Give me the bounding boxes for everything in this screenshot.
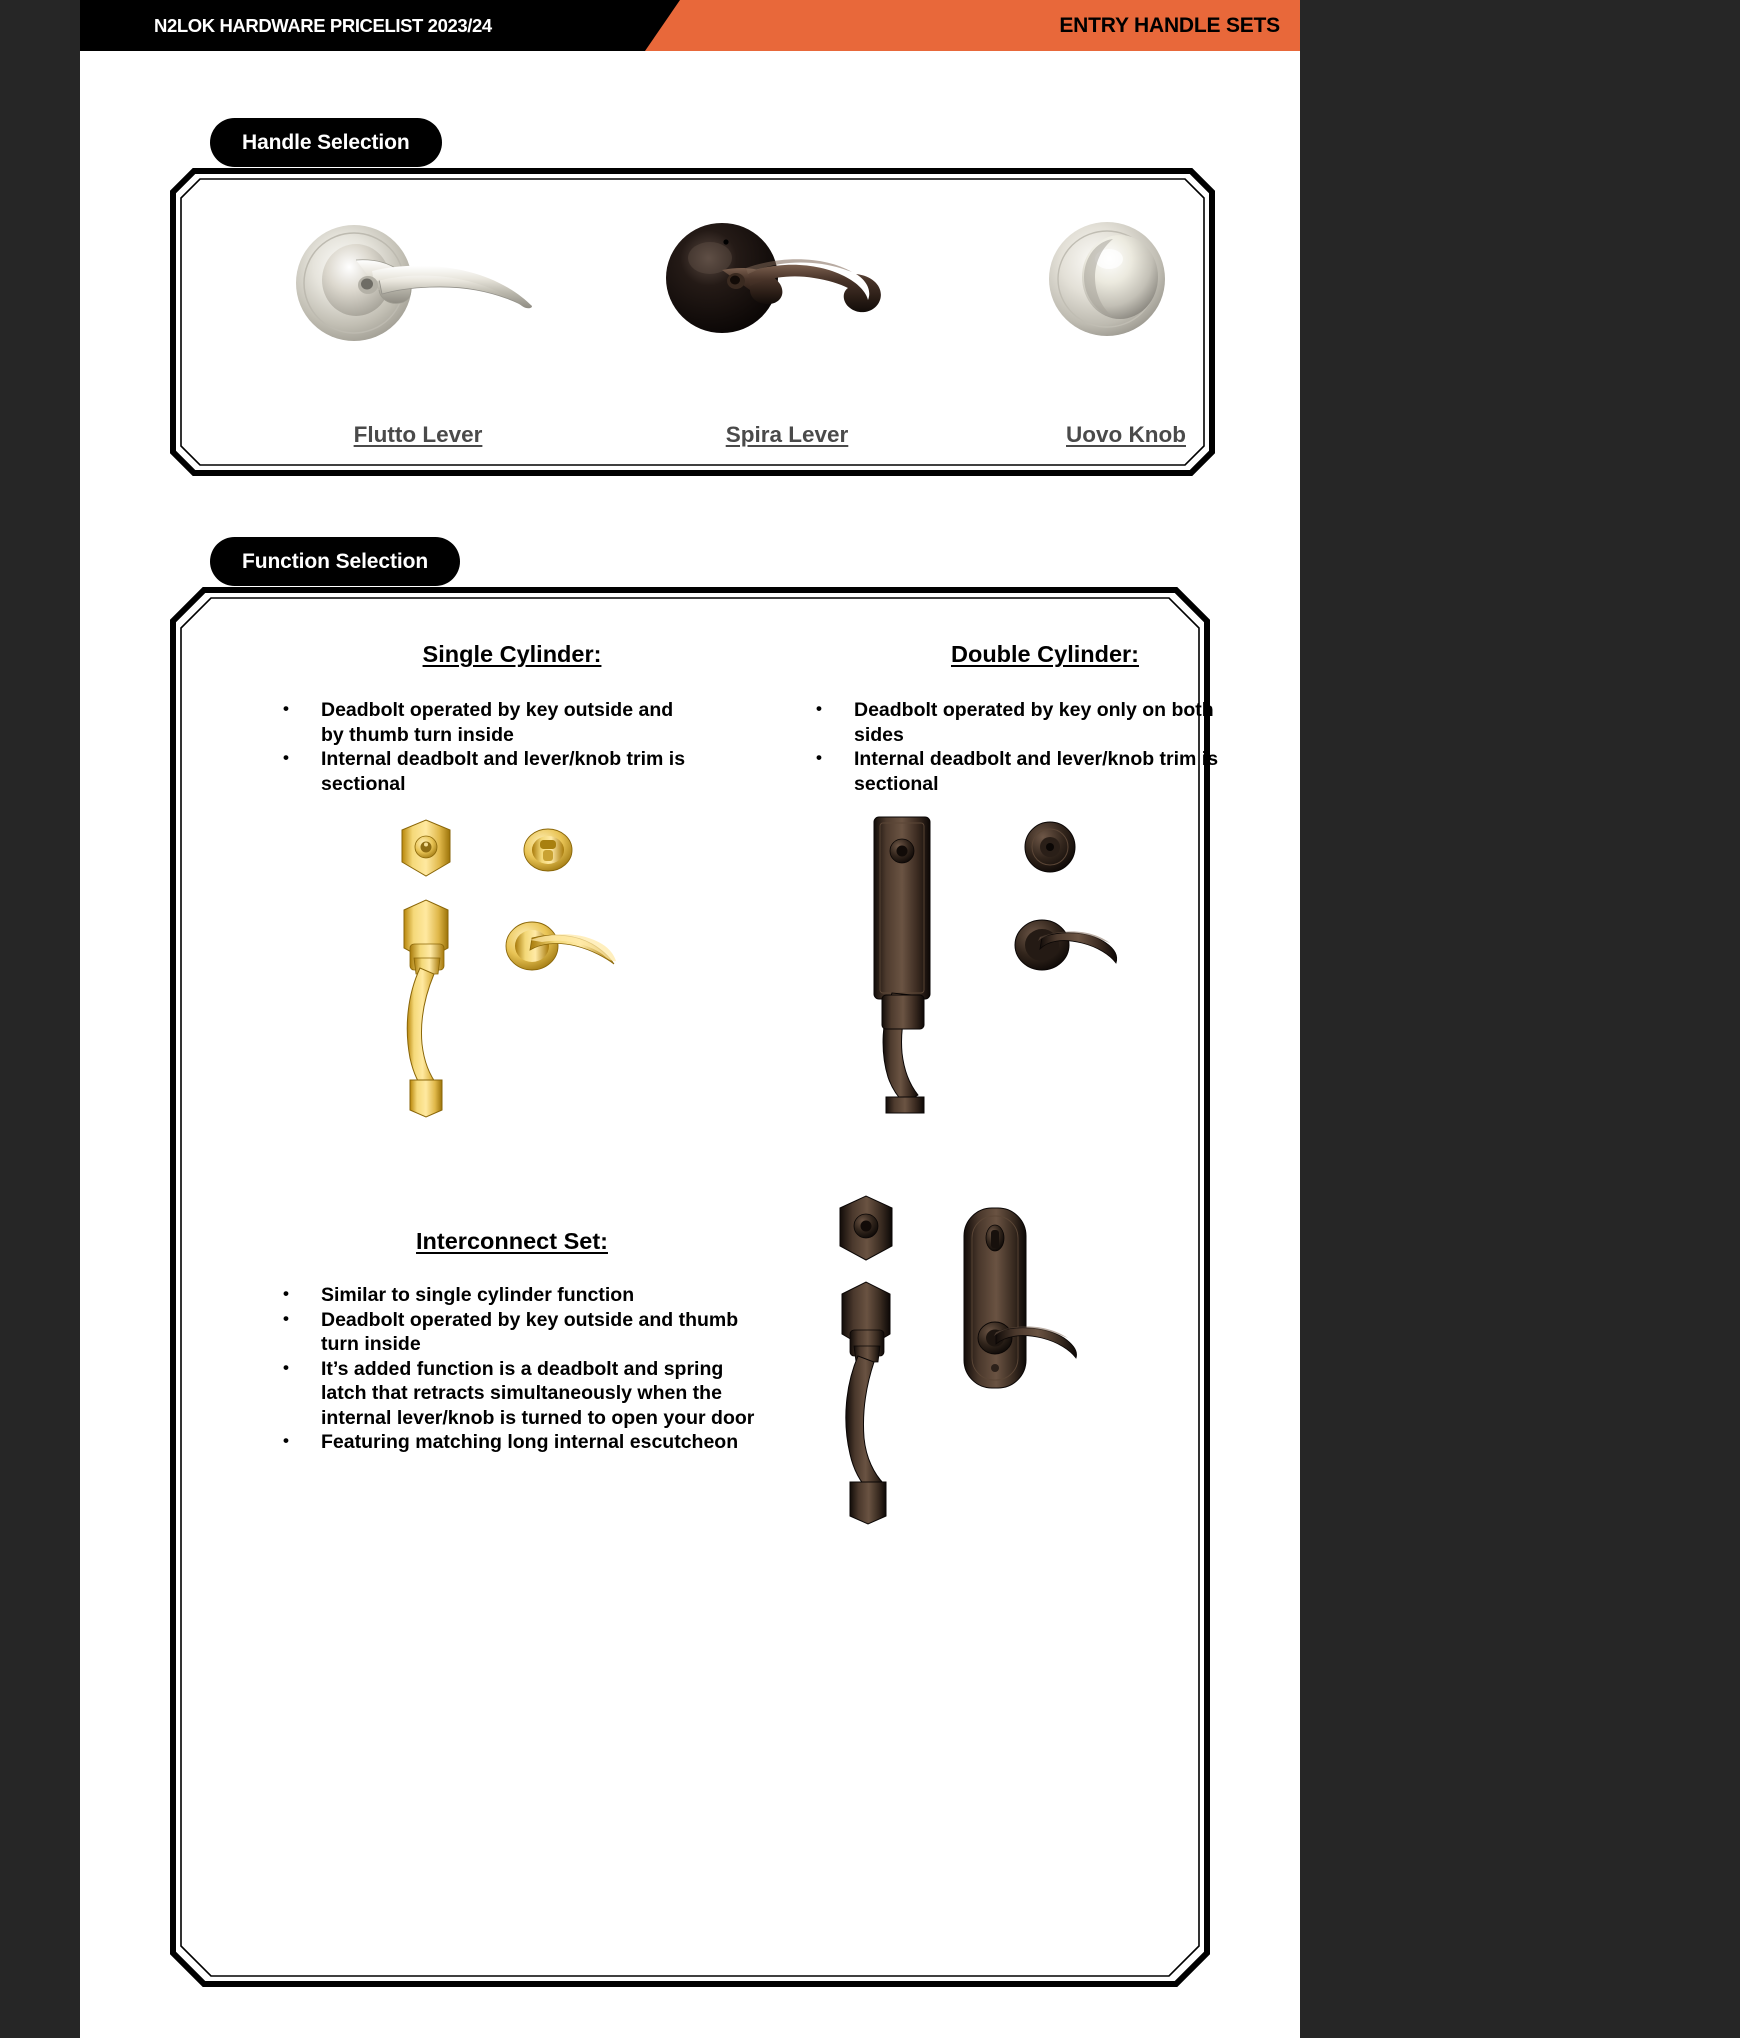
product-label-spira-lever[interactable]: Spira Lever xyxy=(725,422,849,447)
heading-double-cylinder: Double Cylinder: xyxy=(950,641,1140,667)
catalog-title: N2LOK HARDWARE PRICELIST 2023/24 xyxy=(154,15,492,36)
bullets-interconnect-set xyxy=(275,1283,755,1455)
spira-lever-image xyxy=(660,210,930,355)
flutto-lever-image xyxy=(282,208,552,358)
bronze-interconnect-handleset-image xyxy=(770,1190,1110,1530)
function-selection-pill[interactable]: Function Selection xyxy=(210,537,460,586)
list-item: • It’s added function is a deadbolt and spring latch that retracts simultaneously when the internal lever/knob is turned to open your door xyxy=(275,1357,755,1431)
list-item: • Deadbolt operated by key outside and thumb turn inside xyxy=(275,1308,755,1357)
brass-single-cylinder-handleset-image xyxy=(380,818,620,1118)
bullets-double-cylinder xyxy=(808,698,1268,796)
product-label-flutto-lever[interactable]: Flutto Lever xyxy=(353,422,483,447)
page-header xyxy=(80,0,1300,51)
handle-selection-pill[interactable]: Handle Selection xyxy=(210,118,442,167)
list-item: • Featuring matching long internal escutcheon xyxy=(275,1430,755,1455)
uovo-knob-image xyxy=(1035,213,1215,353)
list-item: • Internal deadbolt and lever/knob trim is sectional xyxy=(275,747,695,796)
price-list-page xyxy=(80,0,1300,2038)
product-label-uovo-knob[interactable]: Uovo Knob xyxy=(1066,422,1186,447)
list-item: • Deadbolt operated by key outside and by thumb turn inside xyxy=(275,698,695,747)
heading-single-cylinder: Single Cylinder: xyxy=(422,641,602,667)
list-item: • Deadbolt operated by key only on both sides xyxy=(808,698,1268,747)
bullets-single-cylinder xyxy=(275,698,695,796)
list-item: • Internal deadbolt and lever/knob trim is sectional xyxy=(808,747,1268,796)
heading-interconnect-set: Interconnect Set: xyxy=(416,1228,608,1254)
bronze-double-cylinder-handleset-image xyxy=(860,815,1120,1115)
list-item: • Similar to single cylinder function xyxy=(275,1283,755,1308)
page-title: ENTRY HANDLE SETS xyxy=(1059,14,1280,37)
